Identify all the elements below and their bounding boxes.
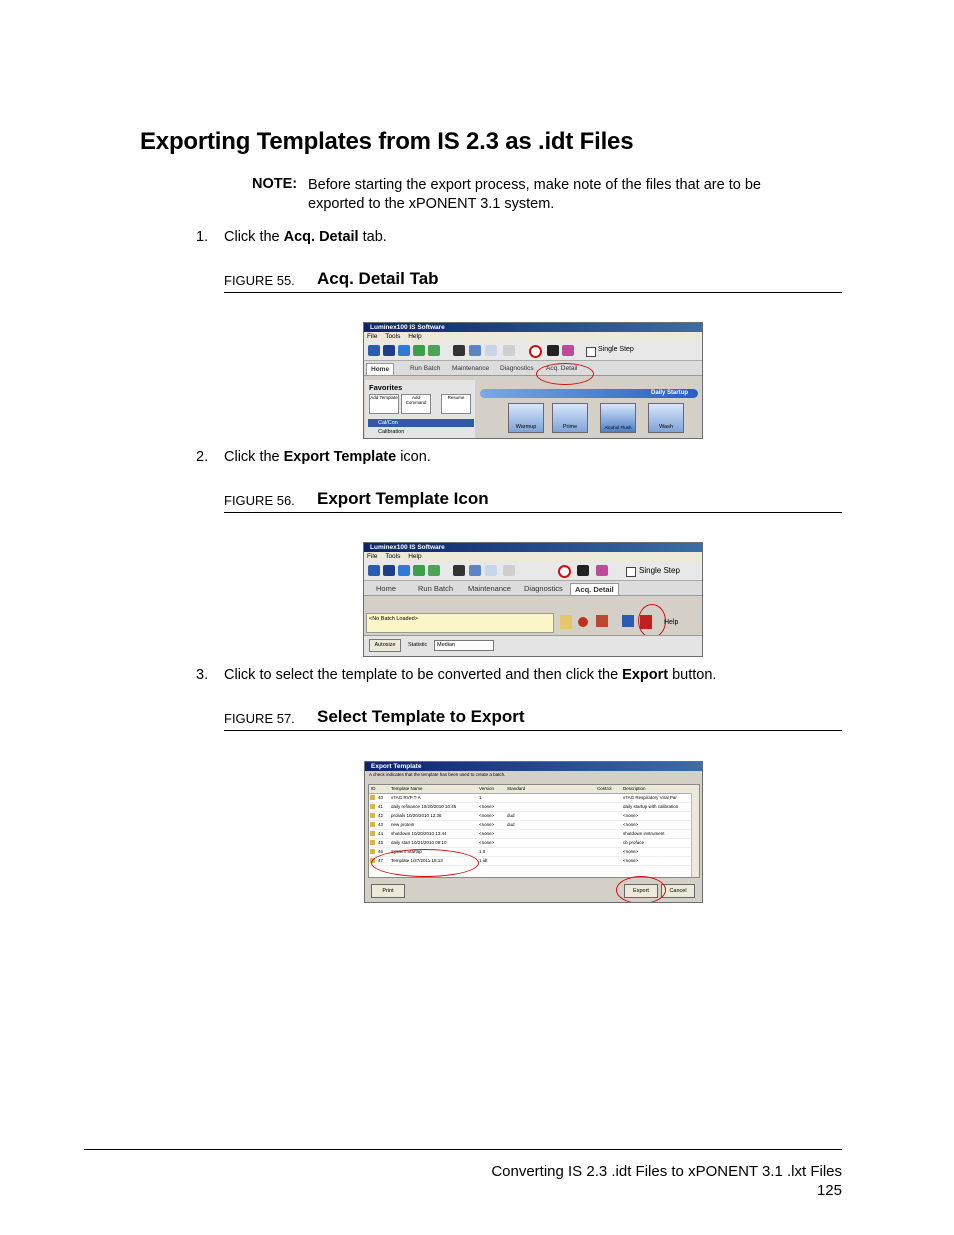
template-icon — [370, 795, 375, 800]
figure-title: Select Template to Export — [317, 707, 525, 726]
step-number: 3. — [196, 667, 209, 683]
highlight-circle — [371, 849, 479, 877]
toolbar — [364, 342, 702, 361]
single-step-label: Single Step — [598, 346, 634, 353]
table-cell: 44 — [378, 831, 384, 836]
table-cell: dud — [507, 813, 515, 818]
table-header — [369, 785, 699, 794]
eraser-icon[interactable] — [596, 565, 608, 576]
open-icon[interactable] — [383, 565, 395, 576]
tab-run-batch[interactable]: Run Batch — [410, 365, 441, 372]
dialog-hint: A check indicates that the template has been used to create a batch. — [369, 772, 506, 777]
tools-icon[interactable] — [413, 565, 425, 576]
eraser-icon[interactable] — [562, 345, 574, 356]
print-button[interactable]: Print — [371, 884, 405, 898]
figure-label: FIGURE 57. — [224, 711, 295, 726]
table-cell: <none> — [479, 822, 495, 827]
save-icon[interactable] — [398, 565, 410, 576]
list-item[interactable]: Calibration — [378, 429, 405, 435]
screenshot-export-template-dialog — [364, 761, 703, 903]
no-entry-icon[interactable] — [529, 345, 542, 358]
tab-maintenance[interactable]: Maintenance — [468, 584, 511, 593]
table-row[interactable] — [369, 839, 699, 848]
window-title: Luminex100 IS Software — [364, 543, 702, 552]
stop-icon[interactable] — [453, 565, 465, 576]
table-row[interactable] — [369, 830, 699, 839]
column-header[interactable]: Version — [479, 786, 495, 791]
favorites-heading: Favorites — [369, 383, 403, 392]
table-cell: <none> — [479, 831, 495, 836]
column-header[interactable]: Control — [597, 786, 612, 791]
record-icon[interactable] — [578, 617, 588, 627]
table-cell: 42 — [378, 813, 384, 818]
export-template-icon[interactable] — [622, 615, 634, 627]
figure-56-caption — [224, 490, 842, 513]
tab-maintenance[interactable]: Maintenance — [452, 365, 490, 372]
table-row[interactable] — [369, 794, 699, 803]
table-cell: <none> — [479, 813, 495, 818]
step-number: 2. — [196, 449, 209, 465]
note-label: NOTE: — [252, 176, 298, 192]
open-icon[interactable] — [383, 345, 395, 356]
menu-bar — [364, 332, 702, 342]
column-header[interactable]: Standard — [507, 786, 526, 791]
tab-acq-detail[interactable]: Acq. Detail — [546, 365, 578, 372]
page-title: Exporting Templates from IS 2.3 as .idt Files — [140, 128, 634, 155]
template-icon — [370, 831, 375, 836]
globe-icon[interactable] — [428, 565, 440, 576]
figure-label: FIGURE 56. — [224, 493, 295, 508]
figure-title: Export Template Icon — [317, 489, 489, 508]
tab-run-batch[interactable]: Run Batch — [418, 584, 454, 593]
globe-icon[interactable] — [428, 345, 440, 356]
probe-icon[interactable] — [503, 565, 515, 576]
table-cell: daily startup with calibration — [623, 804, 679, 809]
tab-home[interactable]: Home — [366, 363, 394, 375]
table-row[interactable] — [369, 812, 699, 821]
step-text: Click to select the template to be converted and then click the Export button. — [224, 667, 717, 683]
step-text: Click the Acq. Detail tab. — [224, 229, 387, 245]
tab-diagnostics[interactable]: Diagnostics — [524, 584, 563, 593]
new-icon[interactable] — [368, 565, 380, 576]
table-cell: 45 — [378, 840, 384, 845]
table-cell: 47 — [378, 858, 384, 863]
figure-55-caption — [224, 270, 842, 293]
highlight-circle — [638, 604, 666, 638]
table-cell: shutdown instrument — [623, 831, 665, 836]
footer-rule — [84, 1149, 842, 1150]
tab-diagnostics[interactable]: Diagnostics — [500, 365, 534, 372]
eject-icon[interactable] — [577, 565, 589, 576]
table-cell: <none> — [479, 840, 495, 845]
menu-help[interactable]: Help — [408, 553, 422, 560]
table-cell: 1 idt — [479, 858, 488, 863]
export-template-icon[interactable] — [485, 565, 497, 576]
menu-help[interactable]: Help — [408, 333, 422, 340]
template-icon — [370, 840, 375, 845]
template-icon — [370, 849, 375, 854]
save-icon[interactable] — [398, 345, 410, 356]
report-icon[interactable] — [469, 565, 481, 576]
table-cell: cb proface — [623, 840, 645, 845]
table-cell: <none> — [623, 849, 639, 854]
menu-file[interactable]: File — [367, 553, 378, 560]
table-cell: 43 — [378, 822, 384, 827]
footer-title: Converting IS 2.3 .idt Files to xPONENT 3.1 .lxt Files — [491, 1163, 842, 1180]
template-icon — [370, 813, 375, 818]
alcohol-flush-button[interactable]: Alcohol Flush — [600, 403, 636, 433]
step-number: 1. — [196, 229, 209, 245]
single-step-checkbox[interactable] — [586, 347, 596, 357]
table-cell: shutdown 10/20/2010 13:44 — [391, 831, 447, 836]
figure-label: FIGURE 55. — [224, 273, 295, 288]
table-cell: Template 1/27/2011 15:13 — [391, 858, 443, 863]
daily-startup-bar: Daily Startup — [480, 389, 698, 398]
table-cell: dud — [507, 822, 515, 827]
step-text: Click the Export Template icon. — [224, 449, 431, 465]
table-cell: daily start 10/21/2010 09:10 — [391, 840, 447, 845]
statistic-label: Statistic — [408, 642, 428, 648]
table-cell: 1.0 — [479, 849, 486, 854]
table-cell: 1 — [479, 795, 482, 800]
screenshot-export-template-icon — [363, 542, 703, 657]
highlight-circle — [616, 876, 666, 903]
autosize-button[interactable]: Autosize — [369, 639, 401, 652]
table-cell: <none> — [479, 804, 495, 809]
export-button[interactable]: Export — [624, 884, 658, 898]
probe-icon[interactable] — [503, 345, 515, 356]
template-icon — [370, 804, 375, 809]
table-scrollbar[interactable] — [691, 793, 699, 877]
cancel-button[interactable]: Cancel — [661, 884, 695, 898]
tab-bar — [364, 361, 702, 376]
template-icon — [370, 822, 375, 827]
dialog-title: Export Template — [365, 762, 702, 771]
export-template-icon[interactable] — [485, 345, 497, 356]
window-title: Luminex100 IS Software — [364, 323, 702, 332]
menu-file[interactable]: File — [367, 333, 378, 340]
table-cell: new protein — [391, 822, 415, 827]
folder-icon[interactable] — [560, 615, 572, 629]
list-item[interactable]: Cal/Con — [368, 419, 474, 427]
tools-icon[interactable] — [413, 345, 425, 356]
table-cell: xTAG RVP T-A — [391, 795, 421, 800]
table-cell: 46 — [378, 849, 384, 854]
table-row[interactable] — [369, 821, 699, 830]
add-template-button[interactable]: Add Template — [369, 394, 399, 414]
table-cell: 41 — [378, 804, 384, 809]
column-header[interactable]: ID — [371, 786, 376, 791]
prime-button[interactable]: Prime — [552, 403, 588, 433]
stop-icon[interactable] — [453, 345, 465, 356]
table-cell: <none> — [623, 858, 639, 863]
table-cell: System Startup — [391, 849, 422, 854]
report-icon[interactable] — [469, 345, 481, 356]
column-header[interactable]: Description — [623, 786, 646, 791]
note-text: Before starting the export process, make note of the files that are to be exported to the xPONENT 3.1 system. — [308, 177, 761, 212]
figure-57-caption — [224, 708, 842, 731]
figure-title: Acq. Detail Tab — [317, 269, 439, 288]
single-step-checkbox[interactable] — [626, 567, 636, 577]
tab-bar — [364, 581, 702, 596]
favorites-panel — [365, 380, 475, 438]
add-command-button[interactable]: Add Command — [401, 394, 431, 414]
toolbar — [364, 562, 702, 581]
tab-acq-detail[interactable]: Acq. Detail — [570, 583, 619, 595]
highlight-circle — [536, 363, 594, 385]
no-entry-icon[interactable] — [558, 565, 571, 578]
batch-field: <No Batch Loaded> — [366, 613, 554, 633]
table-cell: 40 — [378, 795, 384, 800]
resume-button[interactable]: Resume — [441, 394, 471, 414]
statistic-select[interactable]: Median — [434, 640, 494, 651]
page-number: 125 — [816, 1182, 842, 1199]
warmup-button[interactable]: Warmup — [508, 403, 544, 433]
help-menu[interactable]: Help — [664, 619, 679, 626]
single-step-label: Single Step — [639, 566, 680, 575]
column-header[interactable]: Template Name — [391, 786, 423, 791]
table-row[interactable] — [369, 803, 699, 812]
probe-tool-icon[interactable] — [596, 615, 608, 627]
menu-tools[interactable]: Tools — [385, 333, 401, 340]
tab-home[interactable]: Home — [376, 584, 397, 593]
wash-button[interactable]: Wash — [648, 403, 684, 433]
menu-bar — [364, 552, 702, 562]
screenshot-acq-detail-tab — [363, 322, 703, 439]
menu-tools[interactable]: Tools — [385, 553, 401, 560]
table-cell: daily refinance 10/20/2010 10:45 — [391, 804, 457, 809]
table-cell: prolials 10/20/2010 12:36 — [391, 813, 442, 818]
table-cell: <none> — [623, 813, 639, 818]
new-icon[interactable] — [368, 345, 380, 356]
table-cell: <none> — [623, 822, 639, 827]
table-cell: xTAG Respiratory Viral Par — [623, 795, 677, 800]
eject-icon[interactable] — [547, 345, 559, 356]
